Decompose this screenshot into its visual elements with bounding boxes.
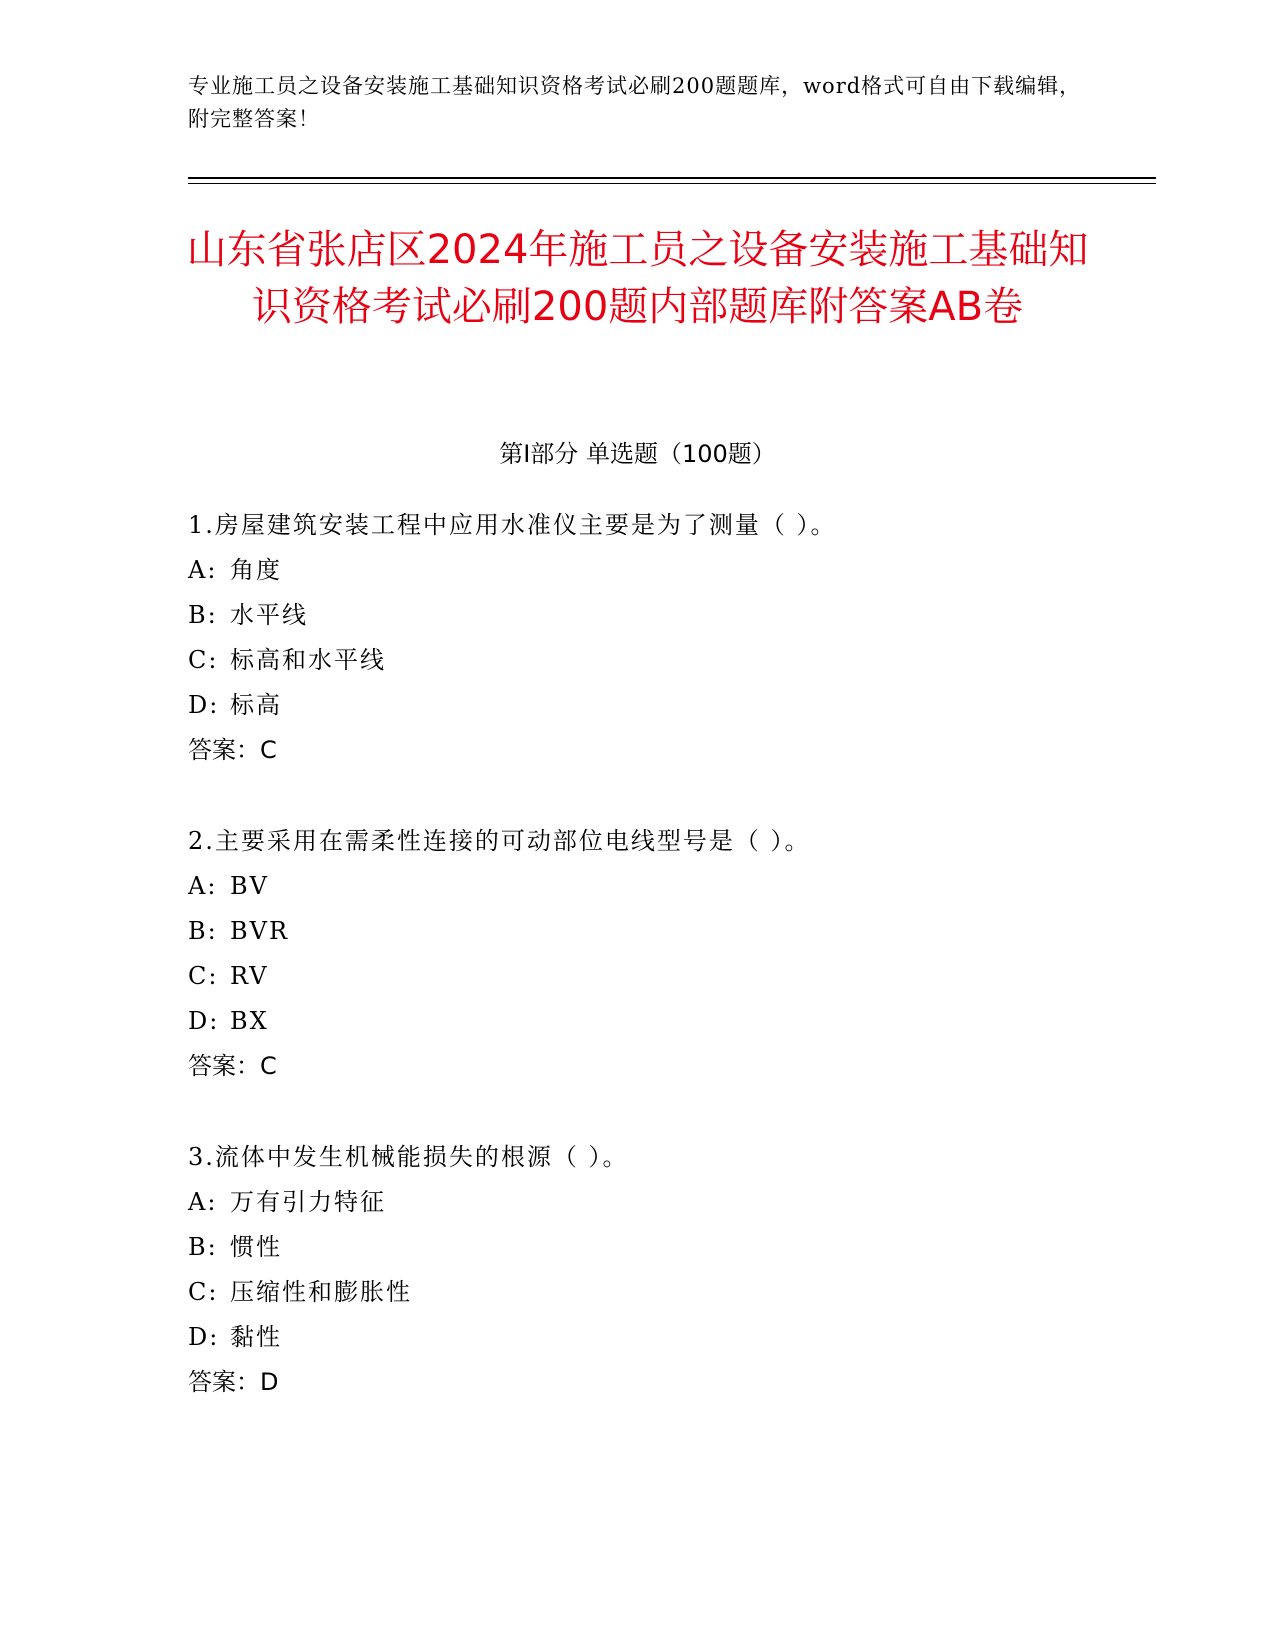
option-letter: B: <box>188 917 218 945</box>
question-stem: 2.主要采用在需柔性连接的可动部位电线型号是（ ）。 <box>188 827 811 855</box>
option-letter: A: <box>188 872 218 900</box>
option-letter: C: <box>188 646 219 674</box>
header-divider-thin <box>188 183 1156 184</box>
option-letter: C: <box>188 962 219 990</box>
option-a <box>188 1187 1148 1232</box>
option-text: RV <box>230 962 269 990</box>
option-text: BX <box>230 1007 269 1035</box>
option-letter: A: <box>188 556 218 584</box>
option-letter: D: <box>188 1007 220 1035</box>
option-text: 标高 <box>230 691 282 719</box>
option-c <box>188 1277 1148 1322</box>
option-b <box>188 916 1148 961</box>
option-d <box>188 1322 1148 1367</box>
question-1 <box>188 510 1148 780</box>
header-divider-thick <box>188 177 1156 179</box>
option-text: 万有引力特征 <box>230 1188 386 1216</box>
answer: 答案：C <box>188 1052 277 1080</box>
option-text: BV <box>230 872 269 900</box>
answer: 答案：C <box>188 736 277 764</box>
option-d <box>188 690 1148 735</box>
option-b <box>188 1232 1148 1277</box>
answer: 答案：D <box>188 1368 279 1396</box>
option-letter: D: <box>188 1323 220 1351</box>
option-text: 标高和水平线 <box>230 646 386 674</box>
option-c <box>188 961 1148 1006</box>
question-stem: 1.房屋建筑安装工程中应用水准仪主要是为了测量（ ）。 <box>188 511 837 539</box>
option-a <box>188 555 1148 600</box>
option-text: BVR <box>230 917 290 945</box>
option-b <box>188 600 1148 645</box>
option-a <box>188 871 1148 916</box>
option-text: 压缩性和膨胀性 <box>230 1278 412 1306</box>
option-c <box>188 645 1148 690</box>
option-letter: C: <box>188 1278 219 1306</box>
option-letter: B: <box>188 1233 218 1261</box>
option-d <box>188 1006 1148 1051</box>
section-heading: 第Ⅰ部分 单选题（100题） <box>499 440 776 468</box>
option-text: 角度 <box>230 556 282 584</box>
option-text: 水平线 <box>230 601 308 629</box>
option-text: 黏性 <box>230 1323 282 1351</box>
question-2 <box>188 826 1148 1096</box>
question-3 <box>188 1142 1148 1412</box>
document-title: 山东省张店区2024年施工员之设备安装施工基础知识资格考试必刷200题内部题库附答案AB卷 <box>186 227 1089 330</box>
option-letter: A: <box>188 1188 218 1216</box>
question-stem: 3.流体中发生机械能损失的根源（ ）。 <box>188 1143 629 1171</box>
header-note: 专业施工员之设备安装施工基础知识资格考试必刷200题题库，word格式可自由下载编辑，附完整答案！ <box>188 74 1082 131</box>
option-text: 惯性 <box>230 1233 282 1261</box>
option-letter: B: <box>188 601 218 629</box>
option-letter: D: <box>188 691 220 719</box>
